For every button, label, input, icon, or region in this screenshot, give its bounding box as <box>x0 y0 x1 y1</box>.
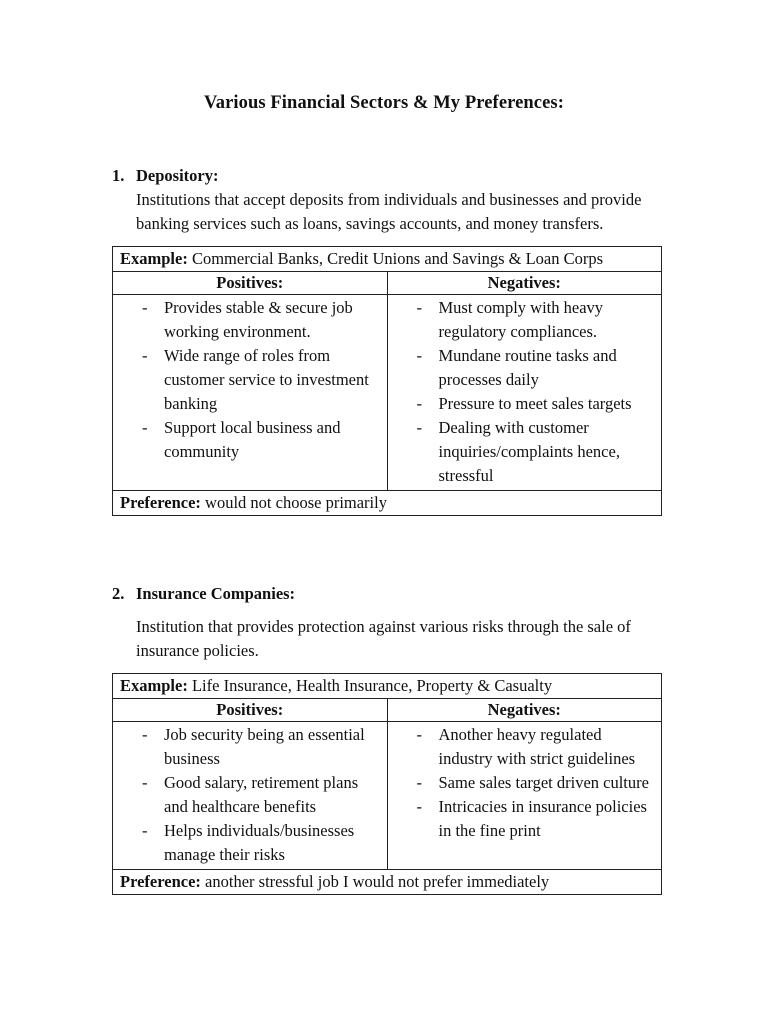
list-item <box>113 344 381 416</box>
preference-text: another stressful job I would not prefer immediately <box>200 872 550 891</box>
example-text: Commercial Banks, Credit Unions and Savings & Loan Corps <box>187 249 604 268</box>
negatives-cell <box>387 295 662 491</box>
section-title: Depository: <box>136 166 219 185</box>
list-item <box>113 723 381 771</box>
section-description: Institutions that accept deposits from individuals and businesses and provide banking services such as loans, savings accounts, and money transfers. <box>136 190 642 233</box>
positives-cell <box>113 295 388 491</box>
negative-item: Dealing with customer inquiries/complaints hence, stressful <box>438 418 620 485</box>
page-title: Various Financial Sectors & My Preferences: <box>203 93 564 113</box>
negative-item: Mundane routine tasks and processes daily <box>438 346 617 389</box>
section-insurance <box>112 583 662 895</box>
section-description: Institution that provides protection against various risks through the sale of insurance policies. <box>136 617 631 660</box>
section-number: 2. <box>112 584 125 603</box>
bullet-dash: - <box>416 394 422 413</box>
positives-header: Positives: <box>113 699 388 722</box>
negatives-cell <box>387 722 662 870</box>
example-row <box>113 674 662 699</box>
list-item <box>388 416 656 488</box>
negative-item: Another heavy regulated industry with strict guidelines <box>438 725 636 768</box>
positives-header: Positives: <box>113 272 388 295</box>
list-item <box>388 296 656 344</box>
positives-cell <box>113 722 388 870</box>
section-heading <box>112 165 662 187</box>
section-title: Insurance Companies: <box>136 584 296 603</box>
negative-item: Must comply with heavy regulatory compliances. <box>438 298 604 341</box>
section-heading <box>112 583 662 605</box>
negative-item: Same sales target driven culture <box>438 773 649 792</box>
positive-item: Wide range of roles from customer service to investment banking <box>164 346 369 413</box>
list-item <box>388 795 656 843</box>
list-item <box>113 819 381 867</box>
list-item <box>113 296 381 344</box>
positive-item: Helps individuals/businesses manage their risks <box>164 821 355 864</box>
example-label: Example: <box>120 249 188 268</box>
preference-row <box>113 870 662 895</box>
list-item <box>113 416 381 464</box>
preference-label: Preference: <box>120 493 201 512</box>
example-row <box>113 247 662 272</box>
bullet-dash: - <box>416 725 422 744</box>
bullet-dash: - <box>416 298 422 317</box>
bullet-dash: - <box>142 298 148 317</box>
comparison-table <box>112 673 662 895</box>
negatives-header: Negatives: <box>387 272 662 295</box>
bullet-dash: - <box>416 418 422 437</box>
list-item <box>113 771 381 819</box>
list-item <box>388 771 656 795</box>
positive-item: Good salary, retirement plans and healthcare benefits <box>164 773 359 816</box>
positive-item: Job security being an essential business <box>164 725 365 768</box>
example-text: Life Insurance, Health Insurance, Property & Casualty <box>187 676 553 695</box>
positive-item: Support local business and community <box>164 418 341 461</box>
section-number: 1. <box>112 166 125 185</box>
bullet-dash: - <box>416 797 422 816</box>
preference-row <box>113 491 662 516</box>
negatives-header: Negatives: <box>387 699 662 722</box>
bullet-dash: - <box>142 418 148 437</box>
section-depository <box>112 165 662 516</box>
bullet-dash: - <box>142 346 148 365</box>
negative-item: Pressure to meet sales targets <box>438 394 632 413</box>
list-item <box>388 344 656 392</box>
bullet-dash: - <box>142 725 148 744</box>
bullet-dash: - <box>142 773 148 792</box>
list-item <box>388 392 656 416</box>
comparison-table <box>112 246 662 516</box>
list-item <box>388 723 656 771</box>
bullet-dash: - <box>416 773 422 792</box>
bullet-dash: - <box>142 821 148 840</box>
preference-label: Preference: <box>120 872 201 891</box>
example-label: Example: <box>120 676 188 695</box>
positive-item: Provides stable & secure job working environment. <box>164 298 353 341</box>
negative-item: Intricacies in insurance policies in the fine print <box>438 797 647 840</box>
bullet-dash: - <box>416 346 422 365</box>
preference-text: would not choose primarily <box>200 493 387 512</box>
